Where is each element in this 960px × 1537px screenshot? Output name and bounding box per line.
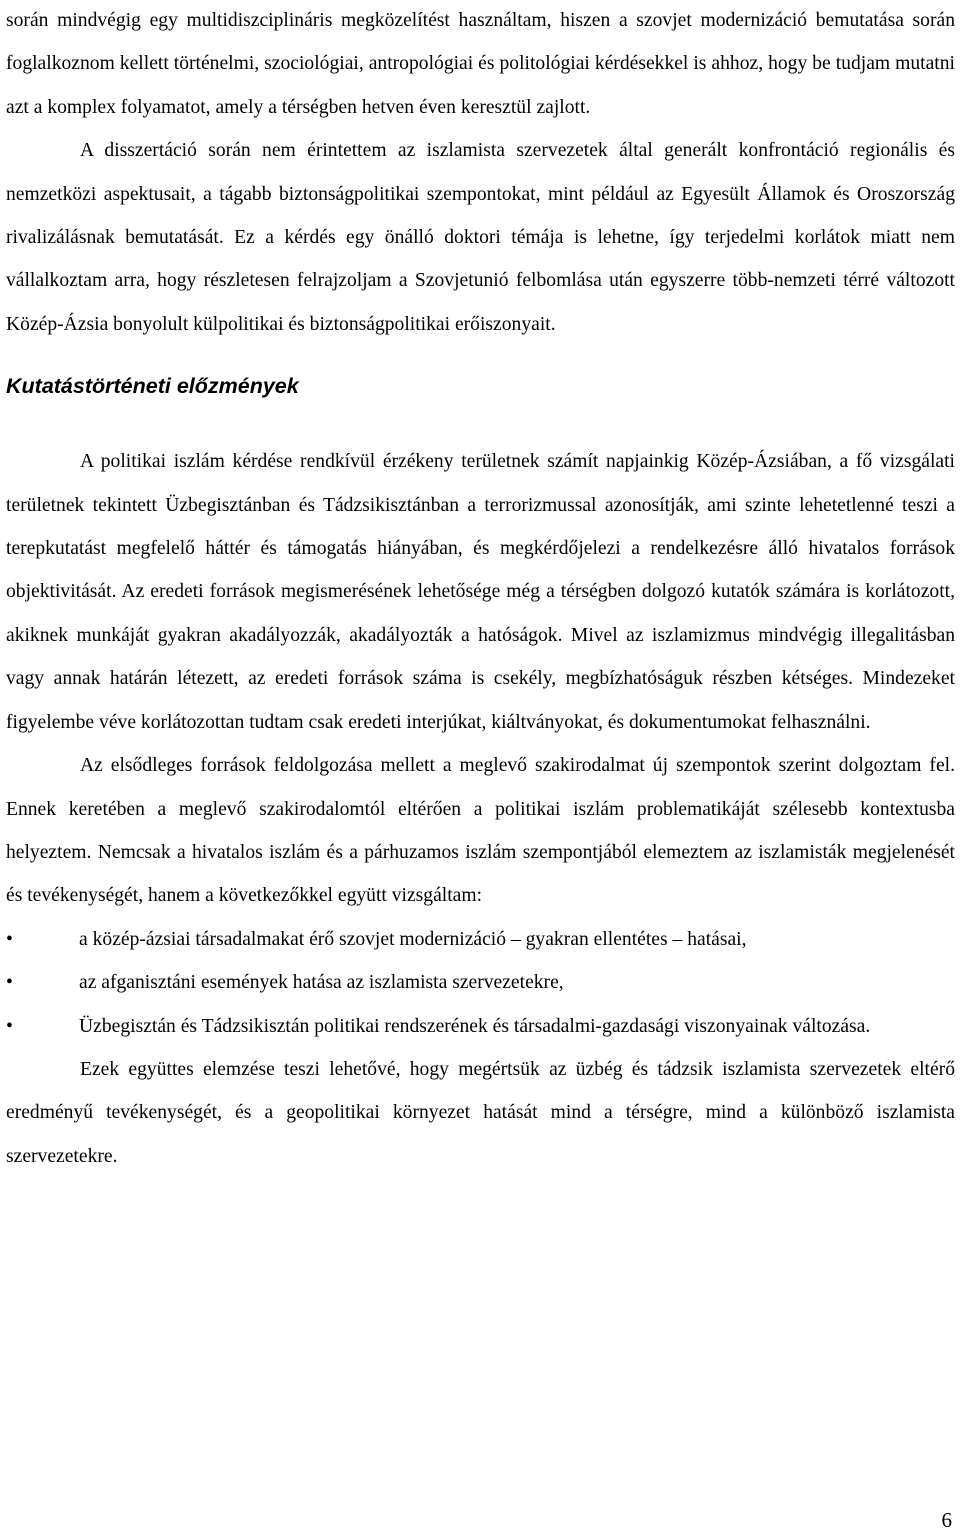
bullet-icon: • bbox=[6, 1015, 13, 1037]
paragraph-scope-limits: A disszertáció során nem érintettem az iszlamista szervezetek által generált konfrontáció regionális és nemzetközi aspektusait, a tágabb biztonságpolitikai szempontokat, mint például az Egyesült Államok és Oroszország rivalizálásnak bemutatását. Ez a kérdés egy önálló doktori témája is lehetne, így terjedelmi korlátok miatt nem vállalkoztam arra, hogy részletesen felrajzoljam a Szovjetunió felbomlása után egyszerre több-nemzeti térré változott Közép-Ázsia bonyolult külpolitikai és biztonságpolitikai erőiszonyait. bbox=[6, 140, 955, 335]
paragraph-research-history: A politikai iszlám kérdése rendkívül érzékeny területnek számít napjainkig Közép-Ázsiában, a fő vizsgálati területnek tekintett Üzbegisztánban és Tádzsikisztánban a terrorizmussal azonosítják, ami szinte lehetetlenné teszi a terepkutatást megfelelő háttér és támogatás hiányában, és megkérdőjelezi a rendelkezésre álló hivatalos források objektivitását. Az eredeti források megismerésének lehetősége még a térségben dolgozó kutatók számára is korlátozott, akiknek munkáját gyakran akadályozzák, akadályozták a hatóságok. Mivel az iszlamizmus mindvégig illegalitásban vagy annak határán létezett, az eredeti források száma is csekély, megbízhatóságuk részben kétséges. Mindezeket figyelembe véve korlátozottan tudtam csak eredeti interjúkat, kiáltványokat, és dokumentumokat felhasználni. bbox=[6, 451, 955, 733]
page-number: 6 bbox=[941, 1508, 952, 1532]
list-item bbox=[6, 918, 955, 961]
paragraph-sources: Az elsődleges források feldolgozása mellett a meglevő szakirodalmat új szempontok szerint dolgoztam fel. Ennek keretében a meglevő szakirodalomtól eltérően a politikai iszlám problematikáját szélesebb kontextusba helyeztem. Nemcsak a hivatalos iszlám és a párhuzamos iszlám szempontjából elemeztem az iszlamisták megjelenését és tevékenységét, hanem a következőkkel együtt vizsgáltam: bbox=[6, 755, 955, 907]
document-page bbox=[6, 0, 955, 1178]
bullet-icon: • bbox=[6, 928, 13, 950]
list-item-text: a közép-ázsiai társadalmakat érő szovjet modernizáció – gyakran ellentétes – hatásai, bbox=[79, 928, 747, 950]
bullet-list bbox=[6, 918, 955, 1048]
paragraph-methodology: során mindvégig egy multidiszciplináris megközelítést használtam, hiszen a szovjet modernizáció bemutatása során foglalkoznom kellett történelmi, szociológiai, antropológiai és politológiai kérdésekkel is ahhoz, hogy be tudjam mutatni azt a komplex folyamatot, amely a térségben hetven éven keresztül zajlott. bbox=[6, 10, 955, 118]
paragraph-conclusion: Ezek együttes elemzése teszi lehetővé, hogy megértsük az üzbég és tádzsik iszlamista szervezetek eltérő eredményű tevékenységét, és a geopolitikai környezet hatását mind a térségre, mind a különböző iszlamista szervezetekre. bbox=[6, 1058, 955, 1167]
section-heading: Kutatástörténeti előzmények bbox=[6, 374, 299, 399]
list-item bbox=[6, 1005, 955, 1048]
bullet-icon: • bbox=[6, 972, 13, 994]
list-item-text: Üzbegisztán és Tádzsikisztán politikai rendszerének és társadalmi-gazdasági viszonyainak változása. bbox=[79, 1015, 871, 1037]
list-item-text: az afganisztáni események hatása az iszlamista szervezetekre, bbox=[79, 972, 564, 994]
list-item bbox=[6, 961, 955, 1004]
